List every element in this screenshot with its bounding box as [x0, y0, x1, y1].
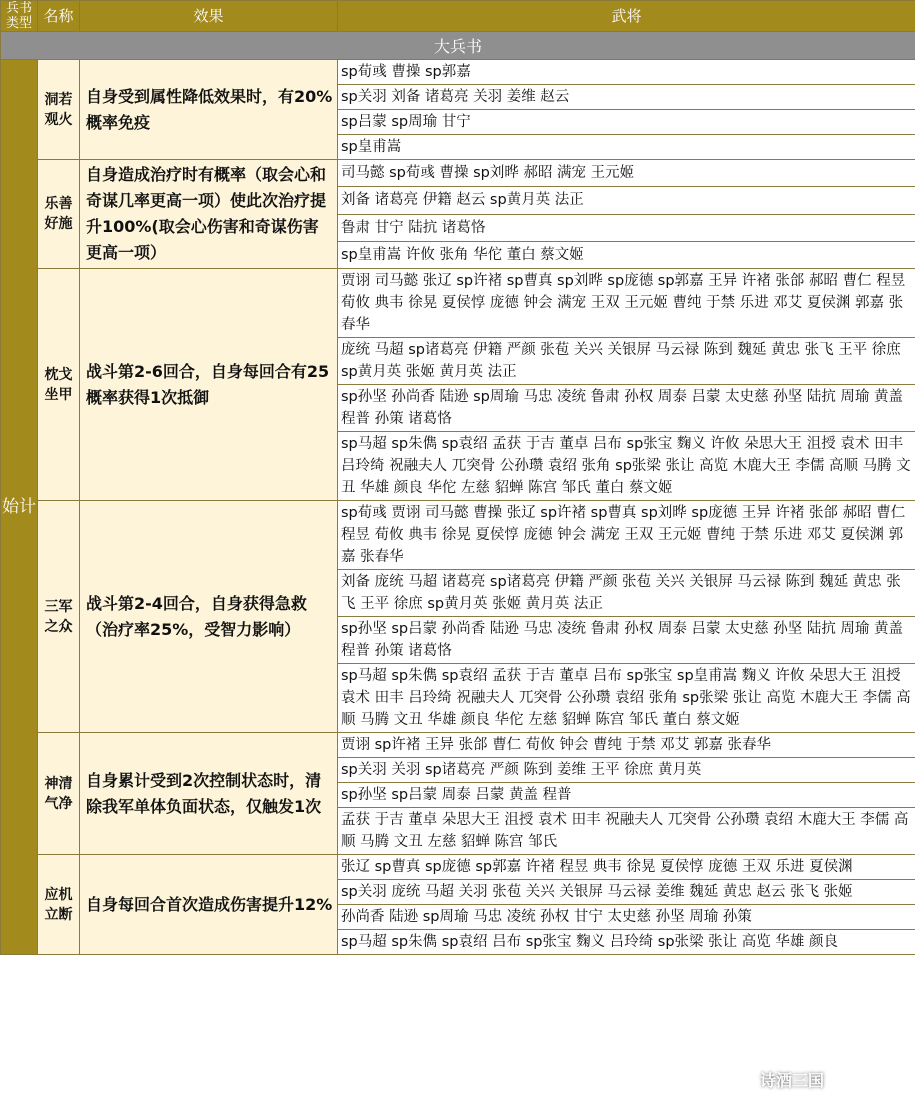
generals-cell: sp荀彧 曹操 sp郭嘉	[338, 60, 915, 85]
header-row	[1, 1, 915, 32]
generals-cell: sp皇甫嵩 许攸 张角 华佗 董白 蔡文姬	[338, 241, 915, 268]
header-name: 名称	[38, 1, 80, 32]
table-row	[1, 160, 915, 187]
table-row	[1, 269, 915, 338]
header-generals: 武将	[338, 1, 915, 32]
generals-cell: 孙尚香 陆逊 sp周瑜 马忠 凌统 孙权 甘宁 太史慈 孙坚 周瑜 孙策	[338, 905, 915, 930]
skill-name: 洞若观火	[38, 60, 80, 160]
generals-cell: sp马超 sp朱儁 sp袁绍 孟获 于吉 董卓 吕布 sp张宝 sp皇甫嵩 麴义 许攸 朵思大王 沮授 袁术 田丰 吕玲绮 祝融夫人 兀突骨 公孙瓒 袁绍 张角 sp张梁 张让 高览 木鹿大王 李儒 高顺 马腾 文丑 华雄 颜良 华佗 左慈 貂蝉 陈宫 邹氏 董白 蔡文姬	[338, 664, 915, 733]
generals-cell: sp关羽 关羽 sp诸葛亮 严颜 陈到 姜维 王平 徐庶 黄月英	[338, 758, 915, 783]
category-label: 始计	[2, 497, 36, 517]
skill-name: 应机立断	[38, 855, 80, 955]
watermark-text: 诗酒三国	[760, 1071, 825, 1090]
generals-cell: sp孙坚 孙尚香 陆逊 sp周瑜 马忠 凌统 鲁肃 孙权 周泰 吕蒙 太史慈 孙坚 陆抗 周瑜 黄盖 程普 孙策 诸葛恪	[338, 385, 915, 432]
skill-effect: 自身受到属性降低效果时，有20%概率免疫	[80, 60, 338, 160]
generals-cell: sp吕蒙 sp周瑜 甘宁	[338, 110, 915, 135]
category-cell	[1, 60, 38, 955]
section-row	[1, 32, 915, 60]
skill-name: 枕戈坐甲	[38, 269, 80, 501]
table-row	[1, 855, 915, 880]
generals-cell: 庞统 马超 sp诸葛亮 伊籍 严颜 张苞 关兴 关银屏 马云禄 陈到 魏延 黄忠 张飞 王平 徐庶 sp黄月英 张姬 黄月英 法正	[338, 338, 915, 385]
generals-cell: sp荀彧 贾诩 司马懿 曹操 张辽 sp许褚 sp曹真 sp刘晔 sp庞德 王异 许褚 张郃 郝昭 曹仁 程昱 荀攸 典韦 徐晃 夏侯惇 庞德 钟会 满宠 王双 王元姬 曹纯 于禁 乐进 邓艾 夏侯渊 郭嘉 张春华	[338, 501, 915, 570]
skill-effect: 战斗第2-4回合，自身获得急救（治疗率25%，受智力影响）	[80, 501, 338, 733]
generals-cell: 刘备 诸葛亮 伊籍 赵云 sp黄月英 法正	[338, 187, 915, 214]
table-row	[1, 501, 915, 570]
section-title: 大兵书	[1, 32, 915, 60]
skill-name: 乐善好施	[38, 160, 80, 269]
generals-cell: 孟获 于吉 董卓 朵思大王 沮授 袁术 田丰 祝融夫人 兀突骨 公孙瓒 袁绍 木鹿大王 李儒 高顺 马腾 文丑 左慈 貂蝉 陈宫 邹氏	[338, 808, 915, 855]
table-row	[1, 733, 915, 758]
generals-cell: 刘备 庞统 马超 诸葛亮 sp诸葛亮 伊籍 严颜 张苞 关兴 关银屏 马云禄 陈到 魏延 黄忠 张飞 王平 徐庶 sp黄月英 张姬 黄月英 法正	[338, 570, 915, 617]
table-row	[1, 60, 915, 85]
skill-effect: 自身累计受到2次控制状态时，清除我军单体负面状态，仅触发1次	[80, 733, 338, 855]
generals-cell: sp孙坚 sp吕蒙 孙尚香 陆逊 马忠 凌统 鲁肃 孙权 周泰 吕蒙 太史慈 孙坚 陆抗 周瑜 黄盖 程普 孙策 诸葛恪	[338, 617, 915, 664]
generals-cell: sp马超 sp朱儁 sp袁绍 吕布 sp张宝 麴义 吕玲绮 sp张梁 张让 高览 华雄 颜良	[338, 930, 915, 955]
header-effect: 效果	[80, 1, 338, 32]
generals-cell: sp孙坚 sp吕蒙 周泰 吕蒙 黄盖 程普	[338, 783, 915, 808]
generals-cell: 司马懿 sp荀彧 曹操 sp刘晔 郝昭 满宠 王元姬	[338, 160, 915, 187]
skill-name: 神清气净	[38, 733, 80, 855]
generals-cell: sp皇甫嵩	[338, 135, 915, 160]
generals-cell: 贾诩 司马懿 张辽 sp许褚 sp曹真 sp刘晔 sp庞德 sp郭嘉 王异 许褚 张郃 郝昭 曹仁 程昱 荀攸 典韦 徐晃 夏侯惇 庞德 钟会 满宠 王双 王元姬 曹纯 于禁 乐进 邓艾 夏侯渊 郭嘉 张春华	[338, 269, 915, 338]
generals-cell: 鲁肃 甘宁 陆抗 诸葛恪	[338, 214, 915, 241]
generals-cell: 张辽 sp曹真 sp庞德 sp郭嘉 许褚 程昱 典韦 徐晃 夏侯惇 庞德 王双 乐进 夏侯渊	[338, 855, 915, 880]
generals-cell: 贾诩 sp许褚 王异 张郃 曹仁 荀攸 钟会 曹纯 于禁 邓艾 郭嘉 张春华	[338, 733, 915, 758]
skill-effect: 自身造成治疗时有概率（取会心和奇谋几率更高一项）使此次治疗提升100%(取会心伤害和奇谋伤害更高一项）	[80, 160, 338, 269]
generals-cell: sp马超 sp朱儁 sp袁绍 孟获 于吉 董卓 吕布 sp张宝 麴义 许攸 朵思大王 沮授 袁术 田丰 吕玲绮 祝融夫人 兀突骨 公孙瓒 袁绍 张角 sp张梁 张让 高览 木鹿大王 李儒 高顺 马腾 文丑 华雄 颜良 华佗 左慈 貂蝉 陈宫 邹氏 董白 蔡文姬	[338, 432, 915, 501]
generals-cell: sp关羽 庞统 马超 关羽 张苞 关兴 关银屏 马云禄 姜维 魏延 黄忠 赵云 张飞 张姬	[338, 880, 915, 905]
generals-cell: sp关羽 刘备 诸葛亮 关羽 姜维 赵云	[338, 85, 915, 110]
skill-name: 三军之众	[38, 501, 80, 733]
skill-effect: 战斗第2-6回合，自身每回合有25概率获得1次抵御	[80, 269, 338, 501]
skill-effect: 自身每回合首次造成伤害提升12%	[80, 855, 338, 955]
header-type: 兵书类型	[1, 1, 38, 32]
